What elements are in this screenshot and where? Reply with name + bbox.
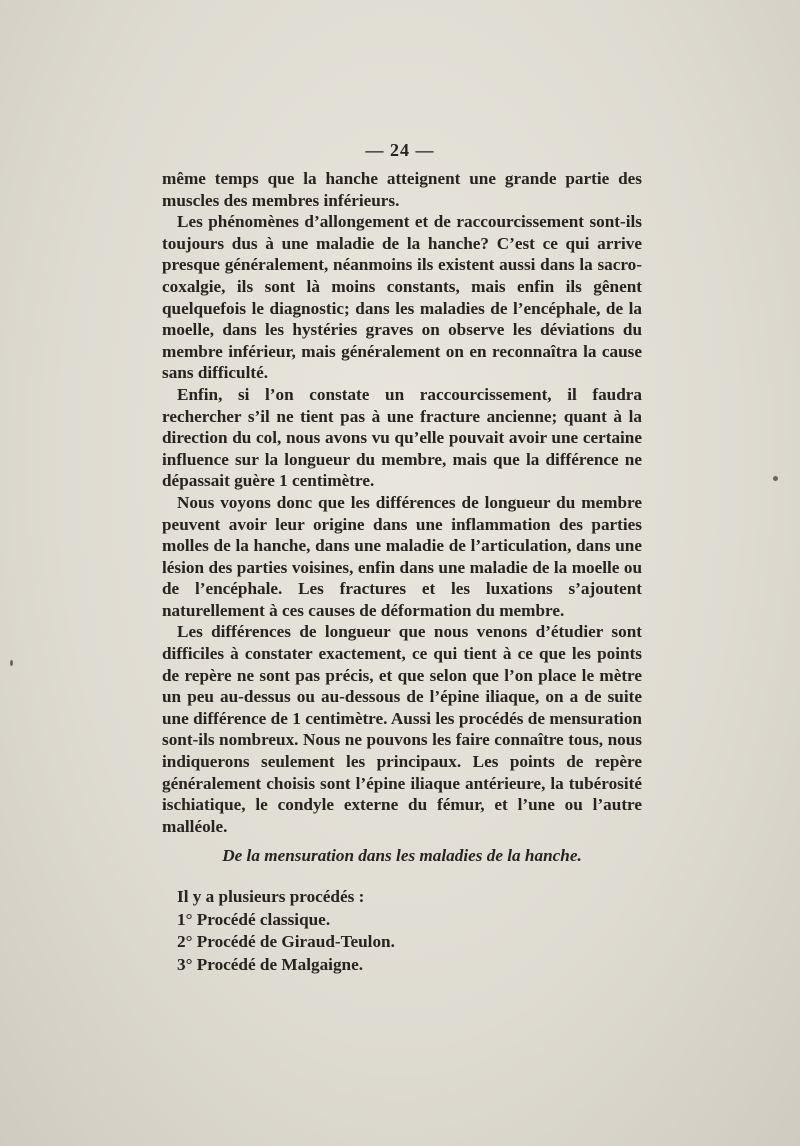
list-items bbox=[162, 909, 642, 977]
list-item-1: 1° Procédé classique. bbox=[177, 909, 331, 929]
paper-speck bbox=[773, 476, 778, 481]
procedure-list bbox=[162, 886, 642, 976]
section-heading: De la mensuration dans les maladies de la hanche. bbox=[222, 846, 582, 865]
paragraph-4: Nous voyons donc que les différences de longueur du membre peuvent avoir leur origine dans une inflammation des parties molles de la hanche, dans une maladie de l’articulation, dans une lésion des parties voisines, enfin dans une maladie de la moelle ou de l’encéphale. Les fractures et les luxations s’ajoutent naturellement à ces causes de déformation du membre. bbox=[162, 492, 642, 620]
paper-speck bbox=[10, 660, 13, 666]
list-item-3: 3° Procédé de Malgaigne. bbox=[177, 954, 364, 974]
paragraph-2: Les phénomènes d’allongement et de raccourcissement sont-ils toujours dus à une maladie de la hanche? C’est ce qui arrive presque généralement, néanmoins ils existent aussi dans la sacro-coxalgie, ils sont là moins constants, mais enfin ils gênent quelquefois le diagnostic; dans les maladies de l’encéphale, de la moelle, dans les hystéries graves on observe les déviations du membre inférieur, mais généralement on en reconnaîtra la cause sans difficulté. bbox=[162, 212, 642, 383]
list-item-2: 2° Procédé de Giraud-Teulon. bbox=[177, 932, 395, 951]
list-intro: Il y a plusieurs procédés : bbox=[177, 887, 365, 906]
paragraph-5: Les différences de longueur que nous venons d’étudier sont difficiles à constater exactement, ce qui tient à ce que les points de repère ne sont pas précis, et que selon que l’on place le mètre un peu au-dessus ou au-dessous de l’épine iliaque, on a de suite une différence de 1 centimètre. Aussi les procédés de mensuration sont-ils nombreux. Nous ne pouvons les faire connaître tous, nous indiquerons seulement les principaux. Les points de repère généralement choisis sont l’épine iliaque antérieure, la tubérosité ischiatique, le condyle externe du fémur, et l’une ou l’autre malléole. bbox=[162, 622, 642, 836]
paragraph-3: Enfin, si l’on constate un raccourcissement, il faudra rechercher s’il ne tient pas à une fracture ancienne; quant à la direction du col, nous avons vu qu’elle pouvait avoir une certaine influence sur la longueur du membre, mais que la différence ne dépassait guère 1 centimètre. bbox=[162, 384, 642, 491]
page-number: — 24 — bbox=[365, 140, 435, 160]
body-text bbox=[162, 168, 642, 837]
paragraph-1: même temps que la hanche atteignent une grande partie des muscles des membres inférieurs. bbox=[162, 169, 642, 210]
